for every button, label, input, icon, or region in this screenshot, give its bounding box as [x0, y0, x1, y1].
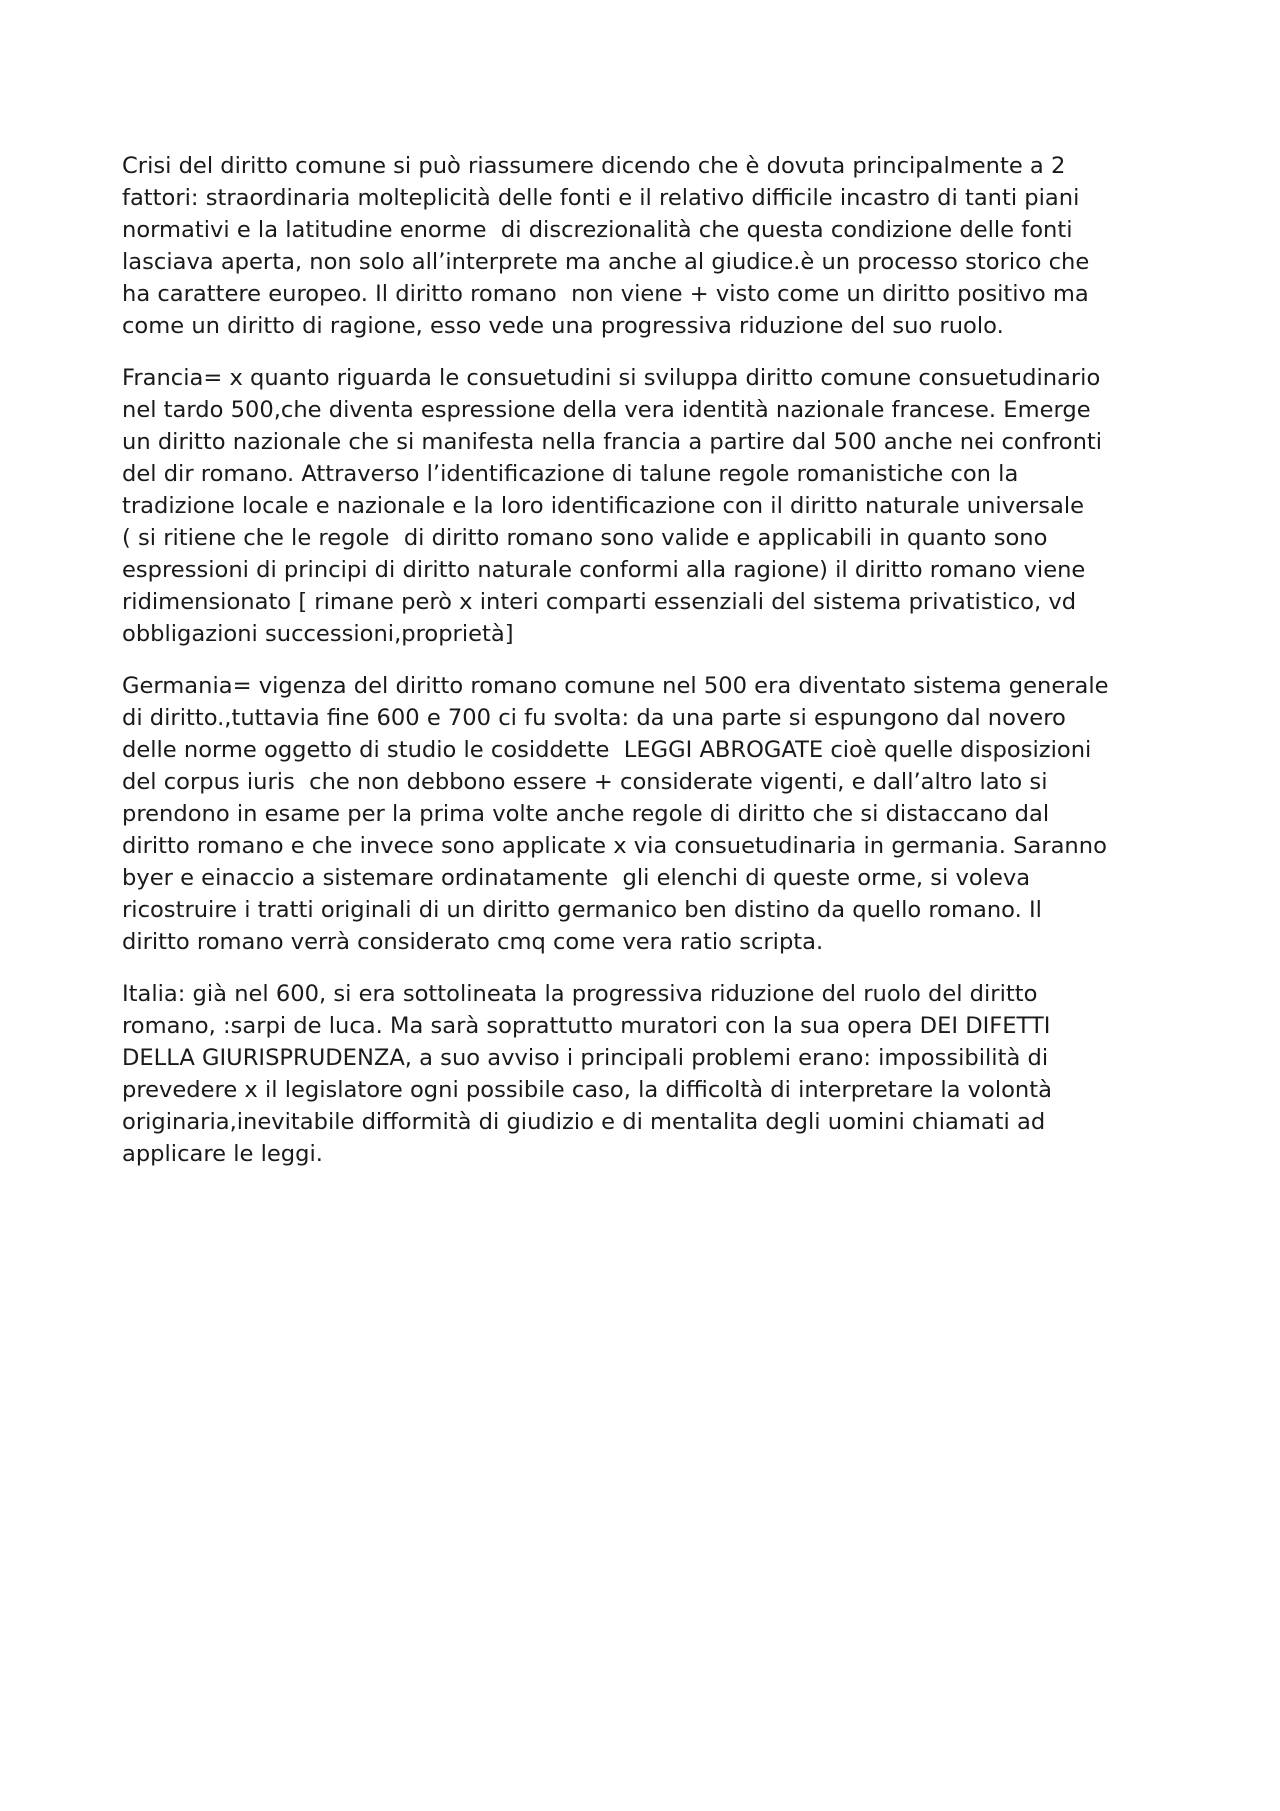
text-line: ha carattere europeo. Il diritto romano non viene + visto come un diritto positivo ma [122, 281, 1089, 307]
text-line: originaria,inevitabile difformità di giudizio e di mentalita degli uomini chiamati ad [122, 1109, 1046, 1135]
text-line: diritto romano verrà considerato cmq come vera ratio scripta. [122, 929, 824, 955]
text-line: tradizione locale e nazionale e la loro identificazione con il diritto naturale universale [122, 493, 1085, 519]
text-line: Germania= vigenza del diritto romano comune nel 500 era diventato sistema generale [122, 673, 1109, 699]
text-line: espressioni di principi di diritto naturale conformi alla ragione) il diritto romano viene [122, 557, 1086, 583]
text-line: nel tardo 500,che diventa espressione della vera identità nazionale francese. Emerge [122, 397, 1091, 423]
text-line: Italia: già nel 600, si era sottolineata la progressiva riduzione del ruolo del diritto [122, 981, 1038, 1007]
text-line: lasciava aperta, non solo all’interprete ma anche al giudice.è un processo storico che [122, 249, 1090, 275]
text-line: applicare le leggi. [122, 1141, 323, 1167]
paragraph-italia [122, 978, 1184, 1170]
text-line: prendono in esame per la prima volte anche regole di diritto che si distaccano dal [122, 801, 1050, 827]
text-line: Crisi del diritto comune si può riassumere dicendo che è dovuta principalmente a 2 [122, 153, 1066, 179]
paragraph-francia [122, 362, 1184, 650]
text-line: obbligazioni successioni,proprietà] [122, 621, 514, 647]
paragraph-crisi [122, 150, 1184, 342]
text-line: byer e einaccio a sistemare ordinatamente gli elenchi di queste orme, si voleva [122, 865, 1031, 891]
text-line: del corpus iuris che non debbono essere + considerate vigenti, e dall’altro lato si [122, 769, 1048, 795]
text-line: come un diritto di ragione, esso vede una progressiva riduzione del suo ruolo. [122, 313, 1004, 339]
text-line: normativi e la latitudine enorme di discrezionalità che questa condizione delle fonti [122, 217, 1073, 243]
text-line: diritto romano e che invece sono applicate x via consuetudinaria in germania. Saranno [122, 833, 1107, 859]
text-line: ( si ritiene che le regole di diritto romano sono valide e applicabili in quanto sono [122, 525, 1048, 551]
text-line: Francia= x quanto riguarda le consuetudini si sviluppa diritto comune consuetudinario [122, 365, 1101, 391]
text-line: di diritto.,tuttavia fine 600 e 700 ci fu svolta: da una parte si espungono dal novero [122, 705, 1066, 731]
text-line: del dir romano. Attraverso l’identificazione di talune regole romanistiche con la [122, 461, 1019, 487]
text-line: romano, :sarpi de luca. Ma sarà soprattutto muratori con la sua opera DEI DIFETTI [122, 1013, 1051, 1039]
text-line: ricostruire i tratti originali di un diritto germanico ben distino da quello romano. Il [122, 897, 1042, 923]
text-line: delle norme oggetto di studio le cosiddette LEGGI ABROGATE cioè quelle disposizioni [122, 737, 1092, 763]
text-line: fattori: straordinaria molteplicità delle fonti e il relativo difficile incastro di tanti piani [122, 185, 1080, 211]
paragraph-germania [122, 670, 1184, 958]
document-body [122, 150, 1184, 1190]
text-line: DELLA GIURISPRUDENZA, a suo avviso i principali problemi erano: impossibilità di [122, 1045, 1049, 1071]
text-line: prevedere x il legislatore ogni possibile caso, la difficoltà di interpretare la volontà [122, 1077, 1052, 1103]
text-line: un diritto nazionale che si manifesta nella francia a partire dal 500 anche nei confronti [122, 429, 1103, 455]
text-line: ridimensionato [ rimane però x interi comparti essenziali del sistema privatistico, vd [122, 589, 1077, 615]
